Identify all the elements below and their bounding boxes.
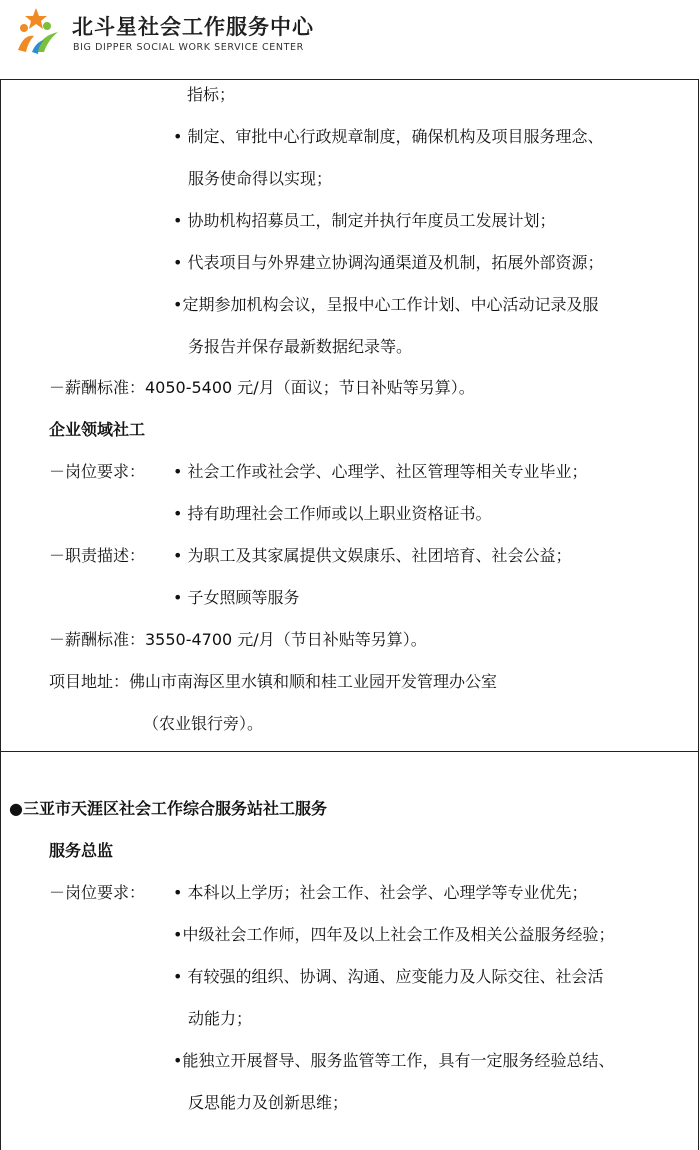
org-name-cn: 北斗星社会工作服务中心 bbox=[72, 15, 314, 39]
job-duty-item: • 子女照顾等服务 bbox=[173, 588, 300, 607]
position-title: 企业领域社工 bbox=[49, 420, 146, 439]
requirement-item: •能独立开展督导、服务监管等工作，具有一定服务经验总结、 bbox=[173, 1051, 615, 1070]
address-line: 项目地址：佛山市南海区里水镇和顺和桂工业园开发管理办公室 bbox=[49, 672, 498, 691]
position-title: 服务总监 bbox=[49, 841, 114, 860]
section-box-1 bbox=[0, 79, 699, 752]
duty-item: • 协助机构招募员工，制定并执行年度员工发展计划； bbox=[173, 211, 556, 230]
requirements-label: －岗位要求： bbox=[49, 462, 146, 481]
requirement-item: •中级社会工作师，四年及以上社会工作及相关公益服务经验； bbox=[173, 925, 615, 944]
address-line-cont: （农业银行旁）。 bbox=[143, 714, 264, 733]
requirement-item-cont: 反思能力及创新思维； bbox=[188, 1093, 349, 1112]
requirements-label: －岗位要求： bbox=[49, 883, 146, 902]
requirement-item: • 持有助理社会工作师或以上职业资格证书。 bbox=[173, 504, 492, 523]
salary-line: －薪酬标准：4050-5400 元/月（面议；节日补贴等另算）。 bbox=[49, 378, 475, 397]
requirement-item: • 社会工作或社会学、心理学、社区管理等相关专业毕业； bbox=[173, 462, 588, 481]
salary-line: －薪酬标准：3550-4700 元/月（节日补贴等另算）。 bbox=[49, 630, 427, 649]
requirement-item-cont: 动能力； bbox=[188, 1009, 253, 1028]
star-people-logo-icon bbox=[14, 6, 64, 54]
requirement-item: • 本科以上学历；社会工作、社会学、心理学等专业优先； bbox=[173, 883, 588, 902]
job-duty-item: • 为职工及其家属提供文娱康乐、社团培育、社会公益； bbox=[173, 546, 572, 565]
duties-label: －职责描述： bbox=[49, 546, 146, 565]
duty-item-cont: 务报告并保存最新数据纪录等。 bbox=[188, 337, 413, 356]
duty-continuation: 指标； bbox=[187, 85, 236, 104]
org-title: ●三亚市天涯区社会工作综合服务站社工服务 bbox=[9, 799, 327, 818]
duty-item: • 制定、审批中心行政规章制度，确保机构及项目服务理念、 bbox=[173, 127, 604, 146]
header bbox=[0, 0, 700, 78]
duty-item: •定期参加机构会议，呈报中心工作计划、中心活动记录及服 bbox=[173, 295, 599, 314]
duty-item-cont: 服务使命得以实现； bbox=[188, 169, 333, 188]
requirement-item: • 有较强的组织、协调、沟通、应变能力及人际交往、社会活 bbox=[173, 967, 604, 986]
duty-item: • 代表项目与外界建立协调沟通渠道及机制，拓展外部资源； bbox=[173, 253, 604, 272]
org-name-en: BIG DIPPER SOCIAL WORK SERVICE CENTER bbox=[73, 42, 304, 53]
section-box-2 bbox=[0, 751, 699, 1150]
